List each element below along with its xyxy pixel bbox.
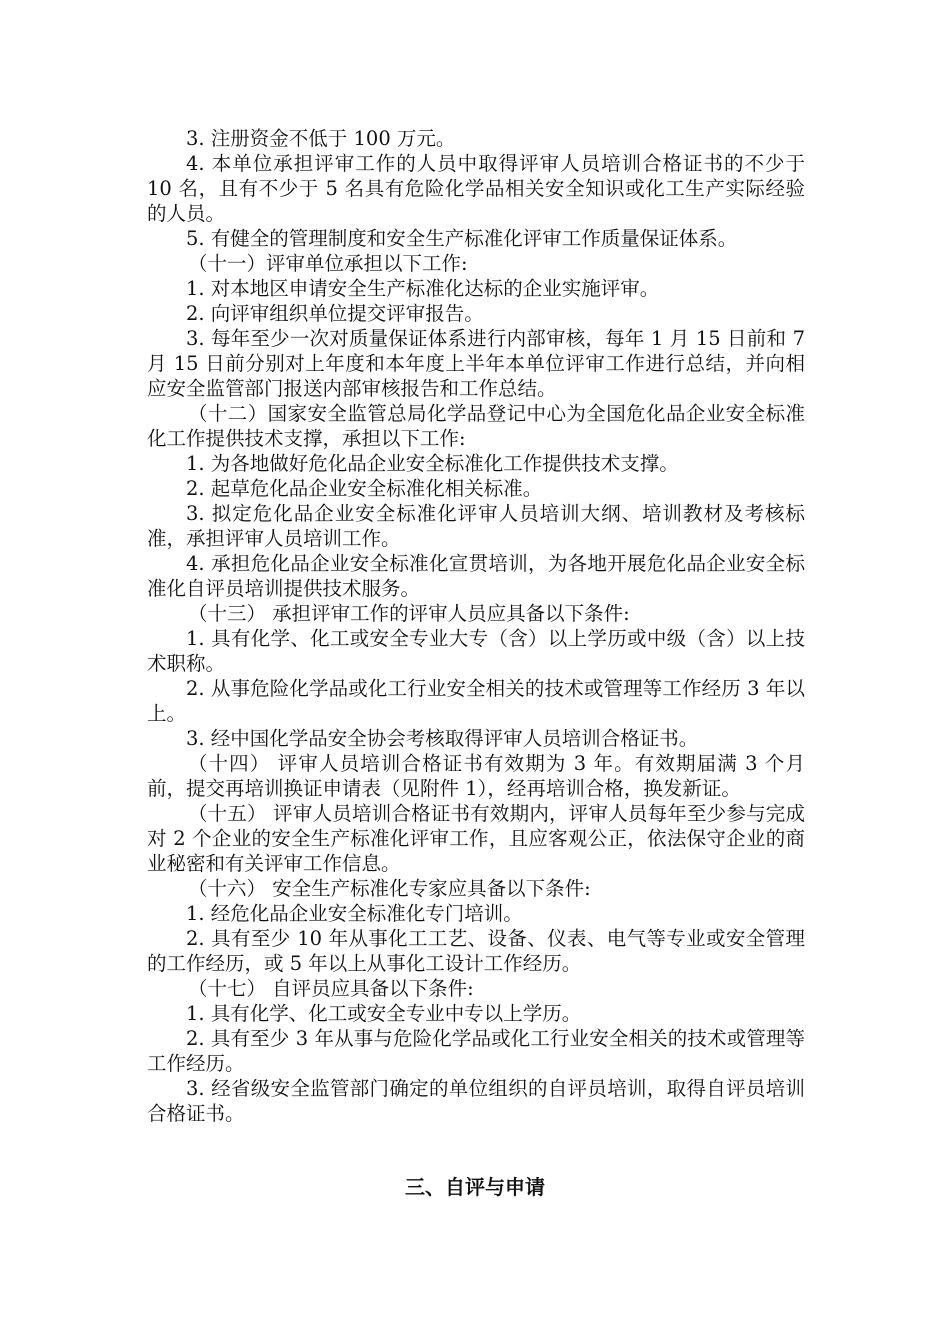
- paragraph-expert-experience: 2. 具有至少 10 年从事化工工艺、设备、仪表、电气等专业或安全管理的工作经历，或 5 年以上从事化工设计工作经历。: [147, 927, 805, 975]
- paragraph-staff-certificates: 4. 本单位承担评审工作的人员中取得评审人员培训合格证书的不少于 10 名，且有不少于 5 名具有危险化学品相关安全知识或化工生产实际经验的人员。: [147, 152, 805, 225]
- paragraph-internal-audit: 3. 每年至少一次对质量保证体系进行内部审核，每年 1 月 15 日前和 7 月 15 日前分别对上年度和本年度上半年本单位评审工作进行总结，并向相应安全监管部门报送内部审核报告和工作总结。: [147, 327, 805, 400]
- paragraph-implement-review: 1. 对本地区申请安全生产标准化达标的企业实施评审。: [186, 277, 660, 300]
- paragraph-technical-support: 1. 为各地做好危化品企业安全标准化工作提供技术支撑。: [186, 452, 679, 475]
- paragraph-publicity-training: 4. 承担危化品企业安全标准化宣贯培训，为各地开展危化品企业安全标准化自评员培训提供技术服务。: [147, 552, 805, 600]
- clause-12-heading: （十二）国家安全监管总局化学品登记中心为全国危化品企业安全标准化工作提供技术支撑，承担以下工作:: [147, 402, 805, 450]
- paragraph-self-assessor-experience: 2. 具有至少 3 年从事与危险化学品或化工行业安全相关的技术或管理等工作经历。: [147, 1027, 805, 1075]
- paragraph-submit-report: 2. 向评审组织单位提交评审报告。: [186, 302, 484, 325]
- paragraph-draft-standards: 2. 起草危化品企业安全标准化相关标准。: [186, 477, 543, 500]
- document-body: [147, 126, 805, 1126]
- paragraph-experience-requirement: 2. 从事危险化学品或化工行业安全相关的技术或管理等工作经历 3 年以上。: [147, 677, 805, 725]
- section-heading: 三、自评与申请: [405, 1175, 545, 1199]
- paragraph-self-assessor-education: 1. 具有化学、化工或安全专业中专以上学历。: [186, 1002, 582, 1025]
- paragraph-education-requirement: 1. 具有化学、化工或安全专业大专（含）以上学历或中级（含）以上技术职称。: [147, 627, 805, 675]
- paragraph-training-outline: 3. 拟定危化品企业安全标准化评审人员培训大纲、培训教材及考核标准，承担评审人员培训工作。: [147, 502, 805, 550]
- paragraph-self-assessor-training: 3. 经省级安全监管部门确定的单位组织的自评员培训，取得自评员培训合格证书。: [147, 1077, 805, 1125]
- clause-17-heading: （十七） 自评员应具备以下条件:: [187, 977, 474, 1000]
- clause-14-heading: （十四） 评审人员培训合格证书有效期为 3 年。有效期届满 3 个月前，提交再培训换证申请表（见附件 1），经再培训合格，换发新证。: [147, 752, 805, 800]
- clause-13-heading: （十三） 承担评审工作的评审人员应具备以下条件:: [187, 602, 630, 625]
- clause-11-heading: （十一）评审单位承担以下工作:: [187, 252, 468, 275]
- clause-16-heading: （十六） 安全生产标准化专家应具备以下条件:: [187, 877, 591, 900]
- paragraph-capital-requirement: 3. 注册资金不低于 100 万元。: [186, 127, 456, 150]
- paragraph-expert-training: 1. 经危化品企业安全标准化专门培训。: [186, 902, 523, 925]
- paragraph-certificate-requirement: 3. 经中国化学品安全协会考核取得评审人员培训合格证书。: [186, 727, 699, 750]
- paragraph-management-system: 5. 有健全的管理制度和安全生产标准化评审工作质量保证体系。: [186, 227, 738, 250]
- clause-15-heading: （十五） 评审人员培训合格证书有效期内，评审人员每年至少参与完成对 2 个企业的安全生产标准化评审工作，且应客观公正，依法保守企业的商业秘密和有关评审工作信息。: [147, 802, 805, 875]
